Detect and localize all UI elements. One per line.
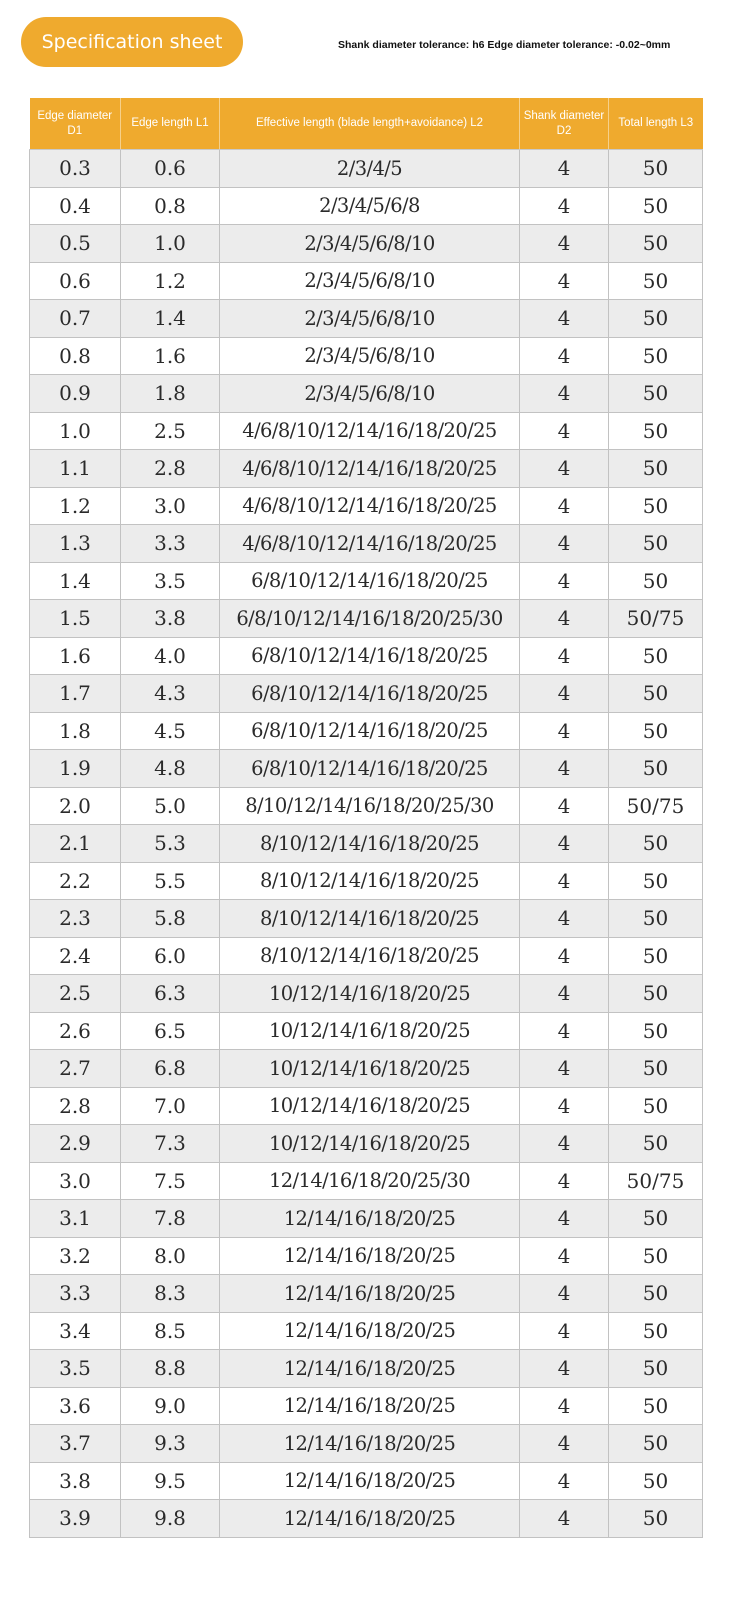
- header-line: Total length L3: [618, 117, 694, 129]
- table-row: [30, 1425, 703, 1463]
- cell-edge-diameter: 1.5: [30, 600, 121, 638]
- table-row: [30, 150, 703, 188]
- cell-edge-length: 2.5: [121, 412, 220, 450]
- tolerance-note: Shank diameter tolerance: h6 Edge diameter tolerance: -0.02~0mm: [338, 39, 671, 51]
- cell-total-length: 50: [609, 937, 703, 975]
- cell-effective-length: 8/10/12/14/16/18/20/25: [220, 937, 520, 975]
- cell-shank-diameter: 4: [520, 1425, 609, 1463]
- cell-edge-length: 6.8: [121, 1050, 220, 1088]
- cell-effective-length: 6/8/10/12/14/16/18/20/25: [220, 712, 520, 750]
- table-header: [30, 98, 703, 150]
- cell-edge-diameter: 2.1: [30, 825, 121, 863]
- cell-edge-diameter: 2.3: [30, 900, 121, 938]
- cell-edge-diameter: 1.8: [30, 712, 121, 750]
- cell-total-length: 50/75: [609, 1162, 703, 1200]
- cell-edge-diameter: 2.0: [30, 787, 121, 825]
- cell-edge-length: 5.0: [121, 787, 220, 825]
- header-total-length: [609, 98, 703, 150]
- cell-total-length: 50: [609, 262, 703, 300]
- cell-total-length: 50: [609, 525, 703, 563]
- cell-edge-length: 0.6: [121, 150, 220, 188]
- cell-shank-diameter: 4: [520, 487, 609, 525]
- cell-edge-length: 4.8: [121, 750, 220, 788]
- cell-shank-diameter: 4: [520, 525, 609, 563]
- cell-edge-diameter: 1.2: [30, 487, 121, 525]
- cell-edge-length: 5.5: [121, 862, 220, 900]
- cell-edge-diameter: 1.1: [30, 450, 121, 488]
- cell-effective-length: 10/12/14/16/18/20/25: [220, 975, 520, 1013]
- cell-total-length: 50: [609, 150, 703, 188]
- cell-edge-diameter: 2.4: [30, 937, 121, 975]
- cell-effective-length: 8/10/12/14/16/18/20/25/30: [220, 787, 520, 825]
- cell-shank-diameter: 4: [520, 225, 609, 263]
- table-body: [30, 150, 703, 1538]
- cell-effective-length: 4/6/8/10/12/14/16/18/20/25: [220, 412, 520, 450]
- header-line: D1: [67, 124, 83, 137]
- cell-edge-length: 9.5: [121, 1462, 220, 1500]
- cell-edge-length: 5.3: [121, 825, 220, 863]
- cell-total-length: 50: [609, 1087, 703, 1125]
- cell-effective-length: 6/8/10/12/14/16/18/20/25: [220, 637, 520, 675]
- cell-edge-diameter: 3.9: [30, 1500, 121, 1538]
- cell-edge-diameter: 0.7: [30, 300, 121, 338]
- header-edge-length: [121, 98, 220, 150]
- cell-total-length: 50: [609, 1237, 703, 1275]
- cell-total-length: 50: [609, 712, 703, 750]
- table-row: [30, 300, 703, 338]
- table-row: [30, 375, 703, 413]
- cell-edge-length: 4.3: [121, 675, 220, 713]
- cell-shank-diameter: 4: [520, 1500, 609, 1538]
- cell-edge-diameter: 3.3: [30, 1275, 121, 1313]
- cell-total-length: 50: [609, 562, 703, 600]
- table-row: [30, 862, 703, 900]
- cell-effective-length: 10/12/14/16/18/20/25: [220, 1012, 520, 1050]
- cell-edge-length: 8.0: [121, 1237, 220, 1275]
- cell-total-length: 50: [609, 1125, 703, 1163]
- table-row: [30, 600, 703, 638]
- table-row: [30, 1275, 703, 1313]
- cell-total-length: 50/75: [609, 787, 703, 825]
- cell-edge-diameter: 3.5: [30, 1350, 121, 1388]
- cell-edge-diameter: 0.8: [30, 337, 121, 375]
- cell-edge-length: 8.3: [121, 1275, 220, 1313]
- cell-shank-diameter: 4: [520, 1387, 609, 1425]
- cell-edge-diameter: 3.1: [30, 1200, 121, 1238]
- table-row: [30, 712, 703, 750]
- cell-edge-diameter: 2.5: [30, 975, 121, 1013]
- cell-edge-length: 6.0: [121, 937, 220, 975]
- cell-effective-length: 6/8/10/12/14/16/18/20/25: [220, 562, 520, 600]
- cell-shank-diameter: 4: [520, 262, 609, 300]
- cell-edge-length: 1.4: [121, 300, 220, 338]
- cell-edge-length: 1.8: [121, 375, 220, 413]
- cell-edge-diameter: 1.7: [30, 675, 121, 713]
- cell-shank-diameter: 4: [520, 1125, 609, 1163]
- cell-effective-length: 12/14/16/18/20/25: [220, 1200, 520, 1238]
- cell-total-length: 50: [609, 675, 703, 713]
- cell-effective-length: 2/3/4/5/6/8/10: [220, 225, 520, 263]
- cell-total-length: 50: [609, 862, 703, 900]
- cell-edge-diameter: 3.6: [30, 1387, 121, 1425]
- cell-edge-length: 7.3: [121, 1125, 220, 1163]
- cell-edge-diameter: 1.3: [30, 525, 121, 563]
- cell-shank-diameter: 4: [520, 975, 609, 1013]
- table-row: [30, 675, 703, 713]
- cell-effective-length: 2/3/4/5/6/8/10: [220, 337, 520, 375]
- cell-edge-diameter: 3.0: [30, 1162, 121, 1200]
- table-row: [30, 262, 703, 300]
- header-line: Edge length L1: [131, 117, 209, 129]
- header-row: [30, 98, 703, 150]
- cell-edge-diameter: 1.0: [30, 412, 121, 450]
- table-row: [30, 1050, 703, 1088]
- header-edge-diameter: [30, 98, 121, 150]
- table-row: [30, 825, 703, 863]
- cell-effective-length: 12/14/16/18/20/25: [220, 1237, 520, 1275]
- cell-edge-length: 9.3: [121, 1425, 220, 1463]
- table-row: [30, 1350, 703, 1388]
- table-row: [30, 1125, 703, 1163]
- cell-total-length: 50: [609, 225, 703, 263]
- cell-effective-length: 2/3/4/5/6/8/10: [220, 375, 520, 413]
- header-line: Edge diameter: [37, 109, 113, 122]
- cell-edge-diameter: 3.7: [30, 1425, 121, 1463]
- cell-shank-diameter: 4: [520, 1237, 609, 1275]
- cell-edge-diameter: 0.4: [30, 187, 121, 225]
- cell-total-length: 50: [609, 1050, 703, 1088]
- cell-edge-length: 7.5: [121, 1162, 220, 1200]
- table-row: [30, 1162, 703, 1200]
- cell-total-length: 50: [609, 975, 703, 1013]
- table-row: [30, 1087, 703, 1125]
- table-row: [30, 750, 703, 788]
- table-row: [30, 787, 703, 825]
- header-line: Effective length (blade length+avoidance) L2: [255, 117, 484, 129]
- table-row: [30, 937, 703, 975]
- cell-shank-diameter: 4: [520, 412, 609, 450]
- cell-shank-diameter: 4: [520, 150, 609, 188]
- table-row: [30, 187, 703, 225]
- cell-total-length: 50: [609, 1350, 703, 1388]
- cell-shank-diameter: 4: [520, 1087, 609, 1125]
- cell-edge-diameter: 0.3: [30, 150, 121, 188]
- table-row: [30, 975, 703, 1013]
- specification-table: [29, 98, 703, 1538]
- cell-edge-length: 5.8: [121, 900, 220, 938]
- cell-shank-diameter: 4: [520, 375, 609, 413]
- cell-effective-length: 2/3/4/5: [220, 150, 520, 188]
- cell-edge-diameter: 0.6: [30, 262, 121, 300]
- cell-effective-length: 10/12/14/16/18/20/25: [220, 1087, 520, 1125]
- cell-effective-length: 4/6/8/10/12/14/16/18/20/25: [220, 525, 520, 563]
- table-row: [30, 337, 703, 375]
- table-row: [30, 487, 703, 525]
- cell-effective-length: 8/10/12/14/16/18/20/25: [220, 825, 520, 863]
- table-row: [30, 562, 703, 600]
- cell-edge-diameter: 0.9: [30, 375, 121, 413]
- table-row: [30, 412, 703, 450]
- cell-total-length: 50: [609, 825, 703, 863]
- cell-effective-length: 6/8/10/12/14/16/18/20/25: [220, 750, 520, 788]
- cell-shank-diameter: 4: [520, 1012, 609, 1050]
- cell-total-length: 50: [609, 1012, 703, 1050]
- header-line: Shank diameter: [523, 109, 605, 122]
- table-row: [30, 450, 703, 488]
- cell-edge-diameter: 3.8: [30, 1462, 121, 1500]
- cell-edge-length: 1.0: [121, 225, 220, 263]
- cell-shank-diameter: 4: [520, 825, 609, 863]
- cell-edge-diameter: 1.4: [30, 562, 121, 600]
- cell-edge-diameter: 3.4: [30, 1312, 121, 1350]
- cell-shank-diameter: 4: [520, 712, 609, 750]
- header-effective-length: [220, 98, 520, 150]
- cell-edge-length: 4.0: [121, 637, 220, 675]
- table-row: [30, 225, 703, 263]
- cell-effective-length: 10/12/14/16/18/20/25: [220, 1050, 520, 1088]
- cell-edge-diameter: 1.6: [30, 637, 121, 675]
- cell-effective-length: 6/8/10/12/14/16/18/20/25/30: [220, 600, 520, 638]
- cell-total-length: 50: [609, 1425, 703, 1463]
- cell-edge-length: 1.6: [121, 337, 220, 375]
- cell-shank-diameter: 4: [520, 1275, 609, 1313]
- cell-edge-diameter: 2.2: [30, 862, 121, 900]
- cell-shank-diameter: 4: [520, 862, 609, 900]
- cell-effective-length: 12/14/16/18/20/25: [220, 1350, 520, 1388]
- cell-effective-length: 12/14/16/18/20/25: [220, 1462, 520, 1500]
- cell-total-length: 50: [609, 337, 703, 375]
- cell-effective-length: 12/14/16/18/20/25: [220, 1275, 520, 1313]
- cell-total-length: 50/75: [609, 600, 703, 638]
- cell-shank-diameter: 4: [520, 1050, 609, 1088]
- cell-shank-diameter: 4: [520, 1162, 609, 1200]
- cell-total-length: 50: [609, 412, 703, 450]
- cell-effective-length: 12/14/16/18/20/25: [220, 1425, 520, 1463]
- table-row: [30, 1462, 703, 1500]
- cell-effective-length: 12/14/16/18/20/25: [220, 1500, 520, 1538]
- cell-shank-diameter: 4: [520, 600, 609, 638]
- cell-effective-length: 2/3/4/5/6/8/10: [220, 300, 520, 338]
- cell-total-length: 50: [609, 1200, 703, 1238]
- cell-total-length: 50: [609, 1312, 703, 1350]
- cell-effective-length: 2/3/4/5/6/8/10: [220, 262, 520, 300]
- table-row: [30, 1200, 703, 1238]
- table-row: [30, 900, 703, 938]
- cell-effective-length: 10/12/14/16/18/20/25: [220, 1125, 520, 1163]
- table-row: [30, 1387, 703, 1425]
- cell-shank-diameter: 4: [520, 1462, 609, 1500]
- cell-shank-diameter: 4: [520, 337, 609, 375]
- cell-edge-length: 4.5: [121, 712, 220, 750]
- cell-total-length: 50: [609, 187, 703, 225]
- cell-shank-diameter: 4: [520, 750, 609, 788]
- table-row: [30, 1500, 703, 1538]
- cell-edge-diameter: 2.7: [30, 1050, 121, 1088]
- cell-edge-diameter: 3.2: [30, 1237, 121, 1275]
- cell-edge-diameter: 2.6: [30, 1012, 121, 1050]
- cell-effective-length: 2/3/4/5/6/8: [220, 187, 520, 225]
- cell-effective-length: 12/14/16/18/20/25/30: [220, 1162, 520, 1200]
- table-row: [30, 525, 703, 563]
- cell-total-length: 50: [609, 900, 703, 938]
- cell-edge-diameter: 1.9: [30, 750, 121, 788]
- cell-shank-diameter: 4: [520, 1200, 609, 1238]
- cell-effective-length: 6/8/10/12/14/16/18/20/25: [220, 675, 520, 713]
- cell-effective-length: 4/6/8/10/12/14/16/18/20/25: [220, 450, 520, 488]
- header-line: D2: [556, 124, 572, 137]
- cell-total-length: 50: [609, 637, 703, 675]
- cell-total-length: 50: [609, 300, 703, 338]
- cell-edge-length: 3.0: [121, 487, 220, 525]
- table-row: [30, 637, 703, 675]
- cell-edge-length: 6.3: [121, 975, 220, 1013]
- cell-edge-length: 1.2: [121, 262, 220, 300]
- cell-effective-length: 12/14/16/18/20/25: [220, 1387, 520, 1425]
- cell-edge-length: 3.5: [121, 562, 220, 600]
- cell-shank-diameter: 4: [520, 1350, 609, 1388]
- cell-edge-length: 3.3: [121, 525, 220, 563]
- cell-shank-diameter: 4: [520, 450, 609, 488]
- cell-edge-length: 0.8: [121, 187, 220, 225]
- cell-edge-length: 9.8: [121, 1500, 220, 1538]
- cell-edge-length: 8.8: [121, 1350, 220, 1388]
- cell-total-length: 50: [609, 487, 703, 525]
- cell-effective-length: 12/14/16/18/20/25: [220, 1312, 520, 1350]
- table-row: [30, 1012, 703, 1050]
- cell-total-length: 50: [609, 1387, 703, 1425]
- cell-shank-diameter: 4: [520, 787, 609, 825]
- cell-shank-diameter: 4: [520, 900, 609, 938]
- cell-shank-diameter: 4: [520, 300, 609, 338]
- page-title: Specification sheet: [21, 17, 243, 67]
- cell-edge-length: 7.8: [121, 1200, 220, 1238]
- cell-edge-length: 8.5: [121, 1312, 220, 1350]
- cell-shank-diameter: 4: [520, 562, 609, 600]
- cell-total-length: 50: [609, 750, 703, 788]
- cell-effective-length: 8/10/12/14/16/18/20/25: [220, 862, 520, 900]
- cell-edge-diameter: 2.8: [30, 1087, 121, 1125]
- cell-edge-length: 9.0: [121, 1387, 220, 1425]
- cell-total-length: 50: [609, 1500, 703, 1538]
- cell-shank-diameter: 4: [520, 187, 609, 225]
- cell-shank-diameter: 4: [520, 937, 609, 975]
- cell-shank-diameter: 4: [520, 637, 609, 675]
- cell-edge-diameter: 0.5: [30, 225, 121, 263]
- cell-edge-length: 7.0: [121, 1087, 220, 1125]
- table-row: [30, 1237, 703, 1275]
- cell-total-length: 50: [609, 375, 703, 413]
- cell-effective-length: 8/10/12/14/16/18/20/25: [220, 900, 520, 938]
- table-row: [30, 1312, 703, 1350]
- cell-edge-length: 6.5: [121, 1012, 220, 1050]
- cell-total-length: 50: [609, 1462, 703, 1500]
- cell-edge-diameter: 2.9: [30, 1125, 121, 1163]
- cell-edge-length: 2.8: [121, 450, 220, 488]
- cell-edge-length: 3.8: [121, 600, 220, 638]
- header-shank-diameter: [520, 98, 609, 150]
- cell-total-length: 50: [609, 450, 703, 488]
- cell-total-length: 50: [609, 1275, 703, 1313]
- cell-shank-diameter: 4: [520, 1312, 609, 1350]
- cell-effective-length: 4/6/8/10/12/14/16/18/20/25: [220, 487, 520, 525]
- cell-shank-diameter: 4: [520, 675, 609, 713]
